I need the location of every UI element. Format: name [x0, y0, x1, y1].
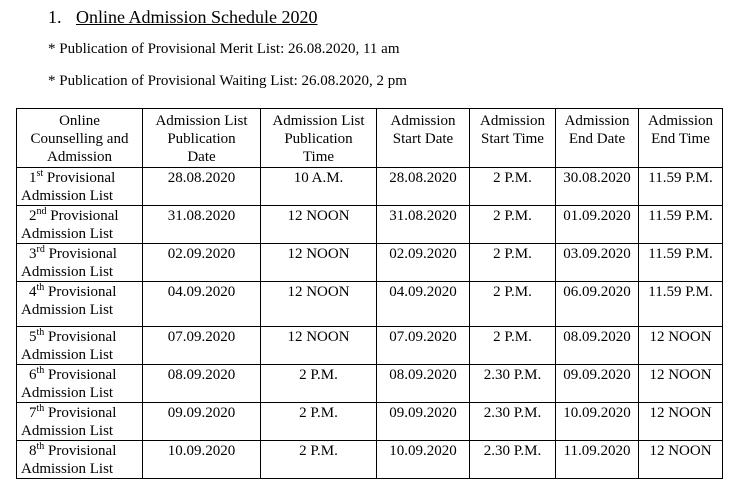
header-line: Publication: [167, 131, 236, 147]
ordinal-suffix: nd: [36, 206, 47, 217]
header-line: Start Time: [481, 131, 544, 147]
publication-time-cell: 2 P.M.: [261, 403, 377, 441]
start-date-cell: 08.09.2020: [377, 365, 470, 403]
publication-date-cell: 04.09.2020: [143, 282, 261, 327]
publication-date-cell: 07.09.2020: [143, 327, 261, 365]
start-date-cell: 02.09.2020: [377, 244, 470, 282]
start-date-cell: 09.09.2020: [377, 403, 470, 441]
header-line: Admission: [647, 113, 713, 129]
publication-date-cell: 08.09.2020: [143, 365, 261, 403]
end-date-cell: 10.09.2020: [556, 403, 639, 441]
start-date-cell: 10.09.2020: [377, 441, 470, 479]
header-line: Admission List: [155, 113, 248, 129]
list-label: Provisional: [48, 284, 117, 300]
ordinal-suffix: th: [36, 365, 45, 376]
end-date-cell: 01.09.2020: [556, 206, 639, 244]
end-date-cell: 09.09.2020: [556, 365, 639, 403]
end-time-cell: 12 NOON: [639, 365, 723, 403]
publication-time-cell: 12 NOON: [261, 327, 377, 365]
list-name-cell: [17, 244, 143, 282]
end-time-cell: 11.59 P.M.: [639, 168, 723, 206]
publication-date-cell: 28.08.2020: [143, 168, 261, 206]
list-label: Provisional: [48, 443, 117, 459]
list-label-line2: Admission List: [21, 188, 114, 204]
header-line: Admission: [46, 149, 112, 165]
list-label: Provisional: [48, 329, 117, 345]
header-line: End Date: [568, 131, 626, 147]
list-label: Provisional: [48, 405, 117, 421]
end-time-cell: 11.59 P.M.: [639, 206, 723, 244]
end-time-cell: 11.59 P.M.: [639, 244, 723, 282]
ordinal-number: 6: [29, 367, 37, 383]
table-row: [17, 206, 723, 244]
header-line: Admission: [564, 113, 630, 129]
end-date-cell: 08.09.2020: [556, 327, 639, 365]
header-line: Admission List: [272, 113, 365, 129]
start-time-cell: 2 P.M.: [470, 327, 556, 365]
publication-date-cell: 02.09.2020: [143, 244, 261, 282]
header-line: Admission: [479, 113, 545, 129]
list-name-cell: [17, 441, 143, 479]
publication-time-cell: 12 NOON: [261, 206, 377, 244]
end-date-cell: 03.09.2020: [556, 244, 639, 282]
header-line: Date: [187, 149, 216, 165]
header-line: Time: [302, 149, 335, 165]
start-date-cell: 28.08.2020: [377, 168, 470, 206]
list-label-line2: Admission List: [21, 226, 114, 242]
table-row: [17, 403, 723, 441]
col-header-end-time: [639, 109, 723, 168]
publication-time-cell: 2 P.M.: [261, 441, 377, 479]
publication-time-cell: 10 A.M.: [261, 168, 377, 206]
end-time-cell: 12 NOON: [639, 403, 723, 441]
list-label-line2: Admission List: [21, 264, 114, 280]
table-row: [17, 441, 723, 479]
ordinal-number: 1: [29, 170, 37, 186]
admission-schedule-table: [16, 108, 723, 479]
col-header-end-date: [556, 109, 639, 168]
list-name-cell: [17, 206, 143, 244]
end-date-cell: 30.08.2020: [556, 168, 639, 206]
list-name-cell: [17, 403, 143, 441]
ordinal-number: 2: [29, 208, 37, 224]
header-line: Publication: [284, 131, 353, 147]
publication-date-cell: 10.09.2020: [143, 441, 261, 479]
col-header-publication-time: [261, 109, 377, 168]
table-row: [17, 244, 723, 282]
list-name-cell: [17, 327, 143, 365]
section-number: 1.: [48, 7, 62, 27]
publication-date-cell: 31.08.2020: [143, 206, 261, 244]
list-name-cell: [17, 168, 143, 206]
header-line: Online: [59, 113, 100, 129]
header-line: End Time: [651, 131, 710, 147]
col-header-counselling: [17, 109, 143, 168]
list-label-line2: Admission List: [21, 385, 114, 401]
start-time-cell: 2 P.M.: [470, 206, 556, 244]
start-time-cell: 2.30 P.M.: [470, 365, 556, 403]
section-title: Online Admission Schedule 2020: [76, 7, 318, 27]
publication-date-cell: 09.09.2020: [143, 403, 261, 441]
publication-time-cell: 12 NOON: [261, 244, 377, 282]
start-time-cell: 2 P.M.: [470, 244, 556, 282]
col-header-start-date: [377, 109, 470, 168]
ordinal-suffix: rd: [36, 244, 45, 255]
ordinal-suffix: th: [36, 327, 45, 338]
header-line: Admission: [390, 113, 456, 129]
table-row: [17, 365, 723, 403]
list-label-line2: Admission List: [21, 423, 114, 439]
end-date-cell: 11.09.2020: [556, 441, 639, 479]
table-header-row: [17, 109, 723, 168]
publication-time-cell: 12 NOON: [261, 282, 377, 327]
list-label-line2: Admission List: [21, 302, 114, 318]
table-row: [17, 282, 723, 327]
start-time-cell: 2 P.M.: [470, 282, 556, 327]
list-name-cell: [17, 365, 143, 403]
start-time-cell: 2.30 P.M.: [470, 403, 556, 441]
list-label-line2: Admission List: [21, 461, 114, 477]
header-line: Counselling and: [30, 131, 129, 147]
end-time-cell: 11.59 P.M.: [639, 282, 723, 327]
header-line: Start Date: [392, 131, 454, 147]
list-label: Provisional: [48, 246, 117, 262]
start-date-cell: 04.09.2020: [377, 282, 470, 327]
col-header-start-time: [470, 109, 556, 168]
list-label: Provisional: [50, 208, 119, 224]
start-date-cell: 31.08.2020: [377, 206, 470, 244]
list-name-cell: [17, 282, 143, 327]
start-time-cell: 2 P.M.: [470, 168, 556, 206]
list-label: Provisional: [48, 367, 117, 383]
col-header-publication-date: [143, 109, 261, 168]
list-label-line2: Admission List: [21, 347, 114, 363]
start-date-cell: 07.09.2020: [377, 327, 470, 365]
waiting-list-note: * Publication of Provisional Waiting List: 26.08.2020, 2 pm: [48, 73, 407, 89]
start-time-cell: 2.30 P.M.: [470, 441, 556, 479]
ordinal-number: 5: [29, 329, 37, 345]
ordinal-number: 4: [29, 284, 37, 300]
ordinal-suffix: th: [36, 441, 45, 452]
merit-list-note: * Publication of Provisional Merit List: 26.08.2020, 11 am: [48, 41, 400, 57]
section-heading: [48, 4, 318, 30]
table-row: [17, 168, 723, 206]
list-label: Provisional: [46, 170, 116, 186]
ordinal-number: 7: [29, 405, 37, 421]
ordinal-number: 8: [29, 443, 37, 459]
end-time-cell: 12 NOON: [639, 327, 723, 365]
end-date-cell: 06.09.2020: [556, 282, 639, 327]
publication-time-cell: 2 P.M.: [261, 365, 377, 403]
ordinal-suffix: th: [36, 282, 45, 293]
end-time-cell: 12 NOON: [639, 441, 723, 479]
table-row: [17, 327, 723, 365]
ordinal-suffix: st: [36, 168, 44, 179]
ordinal-number: 3: [29, 246, 37, 262]
ordinal-suffix: th: [36, 403, 45, 414]
